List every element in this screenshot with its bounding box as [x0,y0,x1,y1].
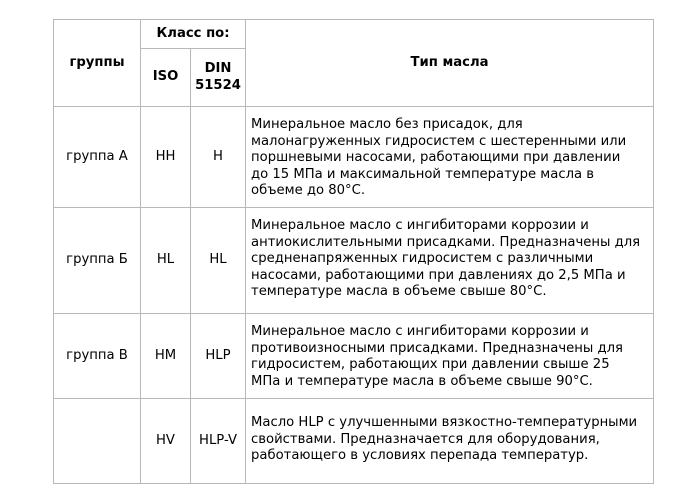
table-row [54,107,654,208]
oil-classification-table [53,19,654,484]
iso-header: ISO [141,49,191,107]
description-line: Масло HLP с улучшенными вязкостно-температурными [251,415,638,430]
iso-cell: HV [141,399,191,484]
description-line: работающего в условиях перепада температур. [251,448,589,463]
din-header-line1: DIN [204,61,232,76]
iso-cell: HM [141,314,191,399]
group-header: группы [54,20,141,107]
description-line: малонагруженных гидросистем с шестеренными или [251,133,627,149]
din-cell: HL [191,208,246,314]
din-cell: HLP-V [191,399,246,484]
description-line: МПа и температуре масла в объеме свыше 90°С. [251,373,593,389]
description-cell [246,208,654,314]
description-line: свойствами. Предназначается для оборудования, [251,431,600,447]
description-line: температуре масла в объеме свыше 80°С. [251,284,547,299]
table-row [54,399,654,484]
description-line: средненапряженных гидросистем с различными [251,251,594,266]
description-line: до 15 МПа и максимальной температуре масла в [251,166,595,182]
description-line: поршневыми насосами, работающими при давлении [251,150,621,165]
din-header [191,49,246,107]
description-cell [246,399,654,484]
description-line: противоизносными присадками. Предназначены для [251,340,623,356]
description-line: объеме до 80°С. [251,183,366,198]
din-cell: H [191,107,246,208]
din-header-line2: 51524 [195,77,241,93]
table-row [54,208,654,314]
group-cell: группа А [54,107,141,208]
description-line: Минеральное масло с ингибиторами коррозии и [251,324,589,339]
table-row [54,314,654,399]
description-line: насосами, работающими при давлениях до 2,5 МПа и [251,267,626,283]
group-cell: группа Б [54,208,141,314]
description-cell [246,314,654,399]
iso-cell: HH [141,107,191,208]
oil-type-header: Тип масла [246,20,654,107]
group-cell [54,399,141,484]
description-line: Минеральное масло без присадок, для [251,117,523,132]
description-cell [246,107,654,208]
description-line: гидросистем, работающих при давлении свыше 25 [251,357,610,372]
group-cell: группа В [54,314,141,399]
description-line: Минеральное масло с ингибиторами коррозии и [251,218,589,233]
description-line: антиокислительными присадками. Предназначены для [251,234,641,250]
class-header: Класс по: [141,20,246,49]
iso-cell: HL [141,208,191,314]
din-cell: HLP [191,314,246,399]
